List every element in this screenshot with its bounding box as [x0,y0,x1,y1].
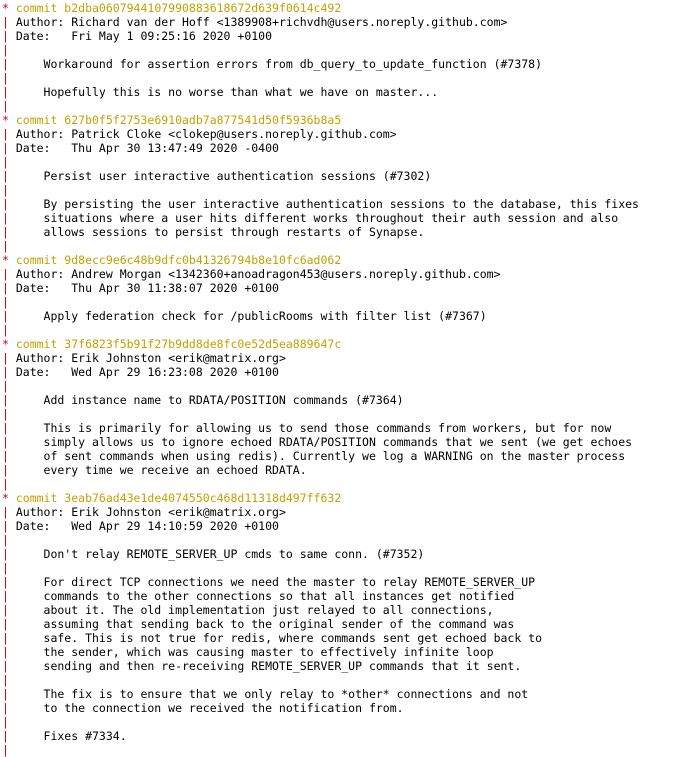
commit-message-line [2,393,692,407]
graph-pipe-icon: | [2,617,9,631]
separator-line [2,295,692,309]
graph-pipe-icon: | [2,645,9,659]
commit-message-line-text: situations where a user hits different works throughout their auth session and also [43,211,619,225]
graph-pipe-icon: | [2,225,9,239]
graph-pipe-icon: | [2,519,9,533]
commit-author-line-text: Author: Andrew Morgan <1342360+anoadragon453@users.noreply.github.com> [15,267,501,281]
graph-pipe-icon: | [2,435,9,449]
commit-date-line-text: Date: Thu Apr 30 11:38:07 2020 +0100 [15,281,279,295]
commit-message-line-text: commands to the other connections so that all instances get notified [43,589,515,603]
graph-pipe-icon: | [2,407,9,421]
commit-message-line-text: sending and then re-receiving REMOTE_SERVER_UP commands that it sent. [43,659,522,673]
graph-pipe-icon: | [2,43,9,57]
commit-author-line-text: Author: Patrick Cloke <clokep@users.noreply.github.com> [15,127,397,141]
commit-marker-icon: * [2,1,9,15]
commit-author-line [2,351,692,365]
commit-header-line-text: commit 9d8ecc9e6c48b9dfc0b41326794b8e10fc6ad062 [15,253,342,267]
commit-date-line-text: Date: Wed Apr 29 16:23:08 2020 +0100 [15,365,279,379]
graph-pipe-icon: | [2,589,9,603]
commit-message-line [2,617,692,631]
commit-author-line-text: Author: Richard van der Hoff <1389908+richvdh@users.noreply.github.com> [15,15,508,29]
commit-message-line [2,449,692,463]
commit-message-line [2,57,692,71]
commit-message-line-text: Apply federation check for /publicRooms with filter list (#7367) [43,309,487,323]
graph-pipe-icon: | [2,99,9,113]
commit-marker-icon: * [2,491,9,505]
graph-pipe-icon: | [2,477,9,491]
graph-pipe-icon: | [2,421,9,435]
separator-line [2,407,692,421]
graph-pipe-icon: | [2,603,9,617]
commit-message-line [2,547,692,561]
commit-message-line-text: assuming that sending back to the original sender of the command was [43,617,515,631]
commit-message-line [2,435,692,449]
graph-pipe-icon: | [2,29,9,43]
commit-message-line [2,575,692,589]
commit-message-line [2,211,692,225]
commit-date-line [2,519,692,533]
commit-header-line [2,253,692,267]
commit-message-line [2,309,692,323]
commit-message-line-text: Fixes #7334. [43,729,127,743]
commit-author-line [2,267,692,281]
commit-message-line-text: safe. This is not true for redis, where commands sent get echoed back to [43,631,543,645]
graph-pipe-icon: | [2,197,9,211]
commit-marker-icon: * [2,113,9,127]
commit-marker-icon: * [2,337,9,351]
separator-line [2,183,692,197]
separator-line [2,71,692,85]
commit-author-line [2,15,692,29]
commit-message-line [2,701,692,715]
graph-pipe-icon: | [2,267,9,281]
commit-message-line-text: of sent commands when using redis). Currently we log a WARNING on the master process [43,449,626,463]
commit-header-line-text: commit 37f6823f5b91f27b9dd8de8fc0e52d5ea889647c [15,337,342,351]
graph-pipe-icon: | [2,211,9,225]
commit-message-line-text: Add instance name to RDATA/POSITION commands (#7364) [43,393,404,407]
graph-pipe-icon: | [2,323,9,337]
separator-line [2,533,692,547]
commit-date-line-text: Date: Fri May 1 09:25:16 2020 +0100 [15,29,273,43]
commit-message-line [2,197,692,211]
commit-date-line-text: Date: Wed Apr 29 14:10:59 2020 +0100 [15,519,279,533]
separator-line [2,673,692,687]
commit-date-line [2,365,692,379]
commit-author-line-text: Author: Erik Johnston <erik@matrix.org> [15,351,286,365]
graph-pipe-icon: | [2,127,9,141]
commit-message-line-text: Don't relay REMOTE_SERVER_UP cmds to same conn. (#7352) [43,547,425,561]
commit-date-line [2,141,692,155]
graph-pipe-icon: | [2,575,9,589]
separator-line [2,379,692,393]
commit-message-line-text: simply allows us to ignore echoed RDATA/POSITION commands that we sent (we get echoes [43,435,633,449]
graph-pipe-icon: | [2,659,9,673]
commit-message-line-text: Hopefully this is no worse than what we have on master... [43,85,439,99]
commit-message-line-text: Workaround for assertion errors from db_query_to_update_function (#7378) [43,57,543,71]
graph-pipe-icon: | [2,365,9,379]
commit-header-line-text: commit b2dba0607944107990883618672d639f0614c492 [15,1,342,15]
commit-message-line [2,603,692,617]
commit-header-line [2,337,692,351]
commit-header-line [2,113,692,127]
commit-marker-icon: * [2,253,9,267]
commit-message-line-text: Persist user interactive authentication sessions (#7302) [43,169,432,183]
commit-message-line [2,659,692,673]
graph-pipe-icon: | [2,295,9,309]
graph-pipe-icon: | [2,631,9,645]
separator-line [2,477,692,491]
commit-author-line [2,127,692,141]
separator-line [2,155,692,169]
graph-pipe-icon: | [2,379,9,393]
separator-line [2,743,692,757]
commit-header-line-text: commit 3eab76ad43e1de4074550c468d11318d497ff632 [15,491,342,505]
graph-pipe-icon: | [2,729,9,743]
commit-message-line-text: allows sessions to persist through restarts of Synapse. [43,225,425,239]
commit-author-line-text: Author: Erik Johnston <erik@matrix.org> [15,505,286,519]
separator-line [2,99,692,113]
graph-pipe-icon: | [2,309,9,323]
graph-pipe-icon: | [2,463,9,477]
graph-pipe-icon: | [2,169,9,183]
commit-date-line [2,281,692,295]
commit-message-line [2,631,692,645]
separator-line [2,239,692,253]
commit-message-line [2,729,692,743]
graph-pipe-icon: | [2,547,9,561]
commit-author-line [2,505,692,519]
commit-message-line [2,463,692,477]
separator-line [2,715,692,729]
commit-message-line [2,225,692,239]
commit-message-line [2,85,692,99]
graph-pipe-icon: | [2,687,9,701]
graph-pipe-icon: | [2,673,9,687]
separator-line [2,43,692,57]
commit-message-line-text: This is primarily for allowing us to send those commands from workers, but for now [43,421,612,435]
graph-pipe-icon: | [2,57,9,71]
graph-pipe-icon: | [2,561,9,575]
graph-pipe-icon: | [2,141,9,155]
separator-line [2,561,692,575]
commit-message-line [2,645,692,659]
commit-message-line-text: The fix is to ensure that we only relay to *other* connections and not [43,687,529,701]
graph-pipe-icon: | [2,15,9,29]
graph-pipe-icon: | [2,393,9,407]
graph-pipe-icon: | [2,533,9,547]
commit-date-line-text: Date: Thu Apr 30 13:47:49 2020 -0400 [15,141,279,155]
graph-pipe-icon: | [2,715,9,729]
graph-pipe-icon: | [2,505,9,519]
graph-pipe-icon: | [2,155,9,169]
graph-pipe-icon: | [2,71,9,85]
commit-message-line-text: about it. The old implementation just relayed to all connections, [43,603,494,617]
graph-pipe-icon: | [2,85,9,99]
commit-header-line [2,1,692,15]
commit-message-line [2,589,692,603]
graph-pipe-icon: | [2,281,9,295]
graph-pipe-icon: | [2,449,9,463]
graph-pipe-icon: | [2,239,9,253]
commit-header-line [2,491,692,505]
commit-message-line [2,687,692,701]
separator-line [2,323,692,337]
graph-pipe-icon: | [2,743,9,757]
graph-pipe-icon: | [2,183,9,197]
graph-pipe-icon: | [2,351,9,365]
commit-message-line [2,421,692,435]
commit-date-line [2,29,692,43]
commit-message-line [2,169,692,183]
commit-message-line-text: to the connection we received the notification from. [43,701,404,715]
commit-message-line-text: the sender, which was causing master to effectively infinite loop [43,645,494,659]
commit-message-line-text: every time we receive an echoed RDATA. [43,463,307,477]
commit-message-line-text: For direct TCP connections we need the master to relay REMOTE_SERVER_UP [43,575,536,589]
commit-message-line-text: By persisting the user interactive authentication sessions to the database, this fixes [43,197,639,211]
commit-header-line-text: commit 627b0f5f2753e6910adb7a877541d50f5936b8a5 [15,113,342,127]
graph-pipe-icon: | [2,701,9,715]
